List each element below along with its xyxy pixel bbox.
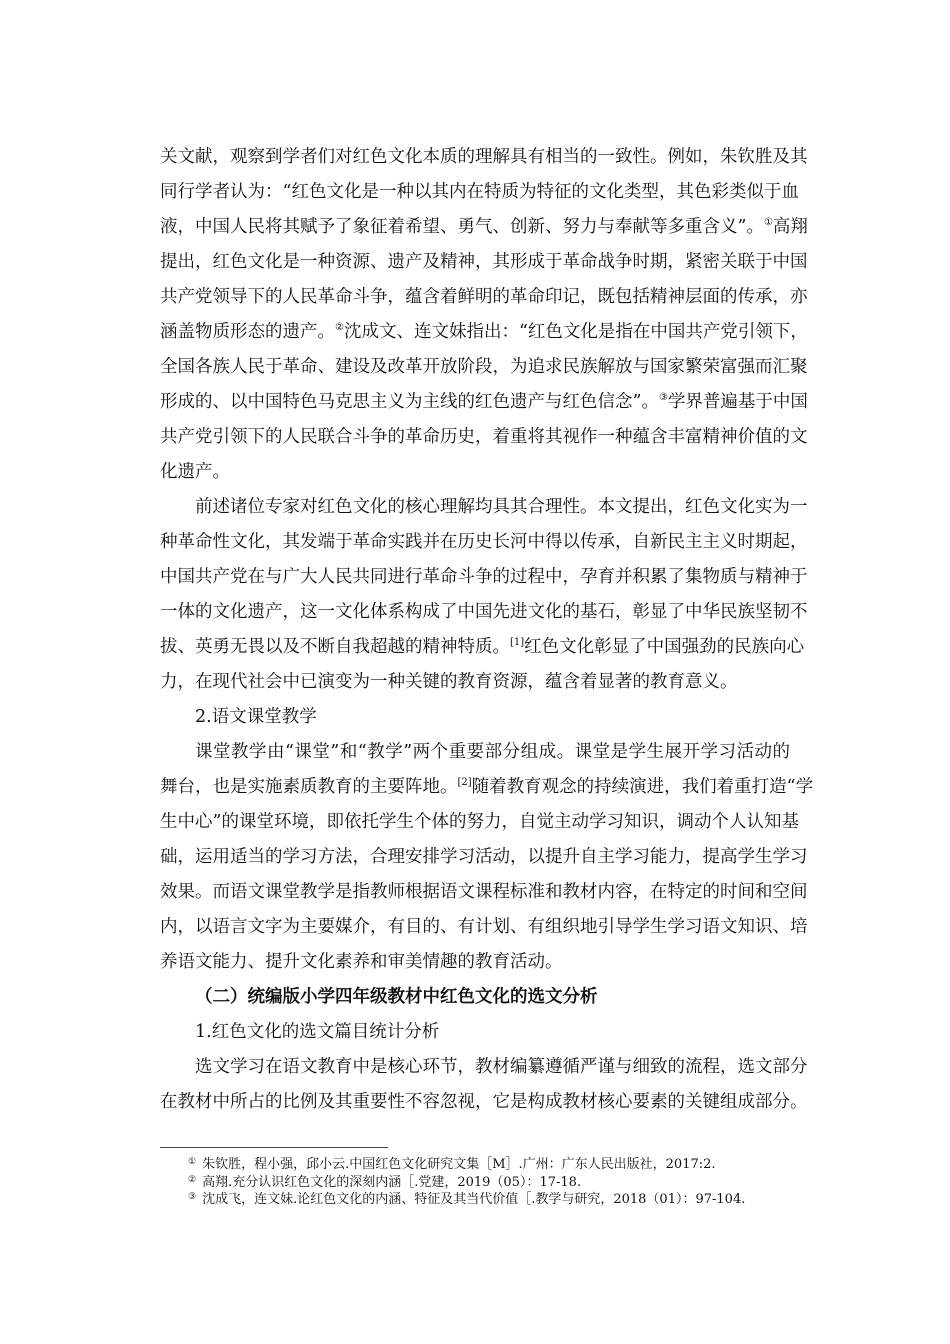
text-segment: 力，在现代社会中已演变为一种关键的教育资源，蕴含着显著的教育意义。: [160, 672, 738, 692]
text-segment: 共产党领导下的人民革命斗争，蕴含着鲜明的革命印记，既包括精神层面的传承，亦: [160, 287, 808, 307]
text-segment: 学界普遍基于中国: [667, 392, 808, 412]
text-line: [160, 945, 790, 980]
footnote-text: 沈成飞，连文妹.论红色文化的内涵、特征及其当代价值［.教学与研究，2018（01）：97-104.: [202, 1192, 746, 1207]
text-segment: 效果。而语文课堂教学是指教师根据语文课程标准和教材内容，在特定的时间和空间: [160, 882, 808, 902]
footnote-text: 朱钦胜，程小强，邱小云.中国红色文化研究文集［M］.广州：广东人民出版社，2017:2.: [202, 1157, 716, 1172]
text-line: [160, 315, 808, 350]
text-segment: 同行学者认为：“红色文化是一种以其内在特质为特征的文化类型，其色彩类似于血: [160, 182, 799, 202]
text-line: [160, 1050, 808, 1085]
footnote-mark: ①: [188, 1157, 197, 1167]
text-segment: 化遗产。: [160, 462, 230, 482]
paragraph: [160, 735, 814, 980]
text-segment: （二）统编版小学四年级教材中红色文化的选文分析: [195, 987, 598, 1007]
footnote-reference: [1]: [510, 637, 525, 648]
text-line: [160, 805, 799, 840]
text-line: [160, 140, 808, 175]
text-line: [160, 525, 808, 560]
text-segment: 红色文化彰显了中国强劲的民族向心: [524, 637, 805, 657]
footnote-divider: [160, 1147, 388, 1148]
text-line: [160, 420, 808, 455]
text-line: [160, 385, 808, 420]
footnote-mark: ③: [188, 1192, 197, 1202]
subsection-heading: [160, 700, 790, 735]
text-segment: 拔、英勇无畏以及不断自我超越的精神特质。: [160, 637, 510, 657]
text-segment: 形成的、以中国特色马克思主义为主线的红色遗产与红色信念”。: [160, 392, 659, 412]
text-segment: 1.红色文化的选文篇目统计分析: [195, 1022, 440, 1042]
text-segment: 一体的文化遗产，这一文化体系构成了中国先进文化的基石，彰显了中华民族坚韧不: [160, 602, 808, 622]
text-line: [160, 910, 808, 945]
text-line: [160, 595, 808, 630]
text-line: [160, 350, 808, 385]
section-heading: [160, 980, 790, 1015]
text-segment: 种革命性文化，其发端于革命实践并在历史长河中得以传承，自新民主主义时期起，: [160, 532, 808, 552]
text-segment: 础，运用适当的学习方法，合理安排学习活动，以提升自主学习能力，提高学生学习: [160, 847, 808, 867]
text-line: [160, 735, 790, 770]
text-segment: 前述诸位专家对红色文化的核心理解均具其合理性。本文提出，红色文化实为一: [195, 497, 808, 517]
text-segment: 课堂教学由“课堂”和“教学”两个重要部分组成。课堂是学生展开学习活动的: [195, 742, 790, 762]
paragraph: [160, 140, 808, 490]
footnote-text: 高翔.充分认识红色文化的深刻内涵［.党建，2019（05）：17-18.: [202, 1174, 582, 1190]
footnote: [188, 1174, 745, 1192]
text-line: [160, 560, 808, 595]
paragraph: [160, 490, 808, 700]
footnote-reference: [2]: [457, 777, 472, 788]
text-line: [160, 280, 808, 315]
text-line: [160, 665, 790, 700]
subsection-heading: [160, 1015, 790, 1050]
text-segment: 在教材中所占的比例及其重要性不容忽视，它是构成教材核心要素的关键组成部分。: [160, 1092, 808, 1112]
footnote-reference: ③: [658, 392, 668, 403]
text-line: [160, 980, 790, 1015]
text-segment: 生中心”的课堂环境，即依托学生个体的努力，自觉主动学习知识，调动个人认知基: [160, 812, 799, 832]
footnotes: [188, 1156, 745, 1209]
paragraph: [160, 1050, 808, 1120]
text-line: [160, 700, 790, 735]
text-segment: 随着教育观念的持续演进，我们着重打造“学: [471, 777, 814, 797]
text-segment: 高翔: [772, 217, 808, 237]
text-line: [160, 245, 808, 280]
text-segment: 涵盖物质形态的遗产。: [160, 322, 335, 342]
document-body: [160, 140, 814, 1120]
text-segment: 沈成文、连文妹指出：“红色文化是指在中国共产党引领下，: [343, 322, 808, 342]
text-line: [160, 1015, 790, 1050]
text-segment: 选文学习在语文教育中是核心环节，教材编纂遵循严谨与细致的流程，选文部分: [195, 1057, 808, 1077]
text-line: [160, 770, 814, 805]
footnote-reference: ①: [763, 217, 773, 228]
text-segment: 关文献，观察到学者们对红色文化本质的理解具有相当的一致性。例如，朱钦胜及其: [160, 147, 808, 167]
text-line: [160, 630, 805, 665]
text-segment: 中国共产党在与广大人民共同进行革命斗争的过程中，孕育并积累了集物质与精神于: [160, 567, 808, 587]
text-line: [160, 175, 799, 210]
text-segment: 液，中国人民将其赋予了象征着希望、勇气、创新、努力与奉献等多重含义”。: [160, 217, 764, 237]
text-segment: 全国各族人民于革命、建设及改革开放阶段，为追求民族解放与国家繁荣富强而汇聚: [160, 357, 808, 377]
text-segment: 共产党引领下的人民联合斗争的革命历史，着重将其视作一种蕴含丰富精神价值的文: [160, 427, 808, 447]
text-segment: 提出，红色文化是一种资源、遗产及精神，其形成于革命战争时期，紧密关联于中国: [160, 252, 808, 272]
text-line: [160, 875, 808, 910]
text-segment: 2.语文课堂教学: [195, 707, 317, 727]
text-line: [160, 210, 808, 245]
text-line: [160, 490, 808, 525]
text-segment: 养语文能力、提升文化素养和审美情趣的教育活动。: [160, 952, 563, 972]
footnote: [188, 1156, 745, 1174]
footnote-mark: ②: [188, 1174, 197, 1185]
footnote: [188, 1191, 745, 1209]
text-line: [160, 1085, 808, 1120]
text-segment: 舞台，也是实施素质教育的主要阵地。: [160, 777, 458, 797]
text-segment: 内，以语言文字为主要媒介，有目的、有计划、有组织地引导学生学习语文知识、培: [160, 917, 808, 937]
text-line: [160, 455, 790, 490]
footnote-reference: ②: [335, 322, 344, 333]
text-line: [160, 840, 808, 875]
